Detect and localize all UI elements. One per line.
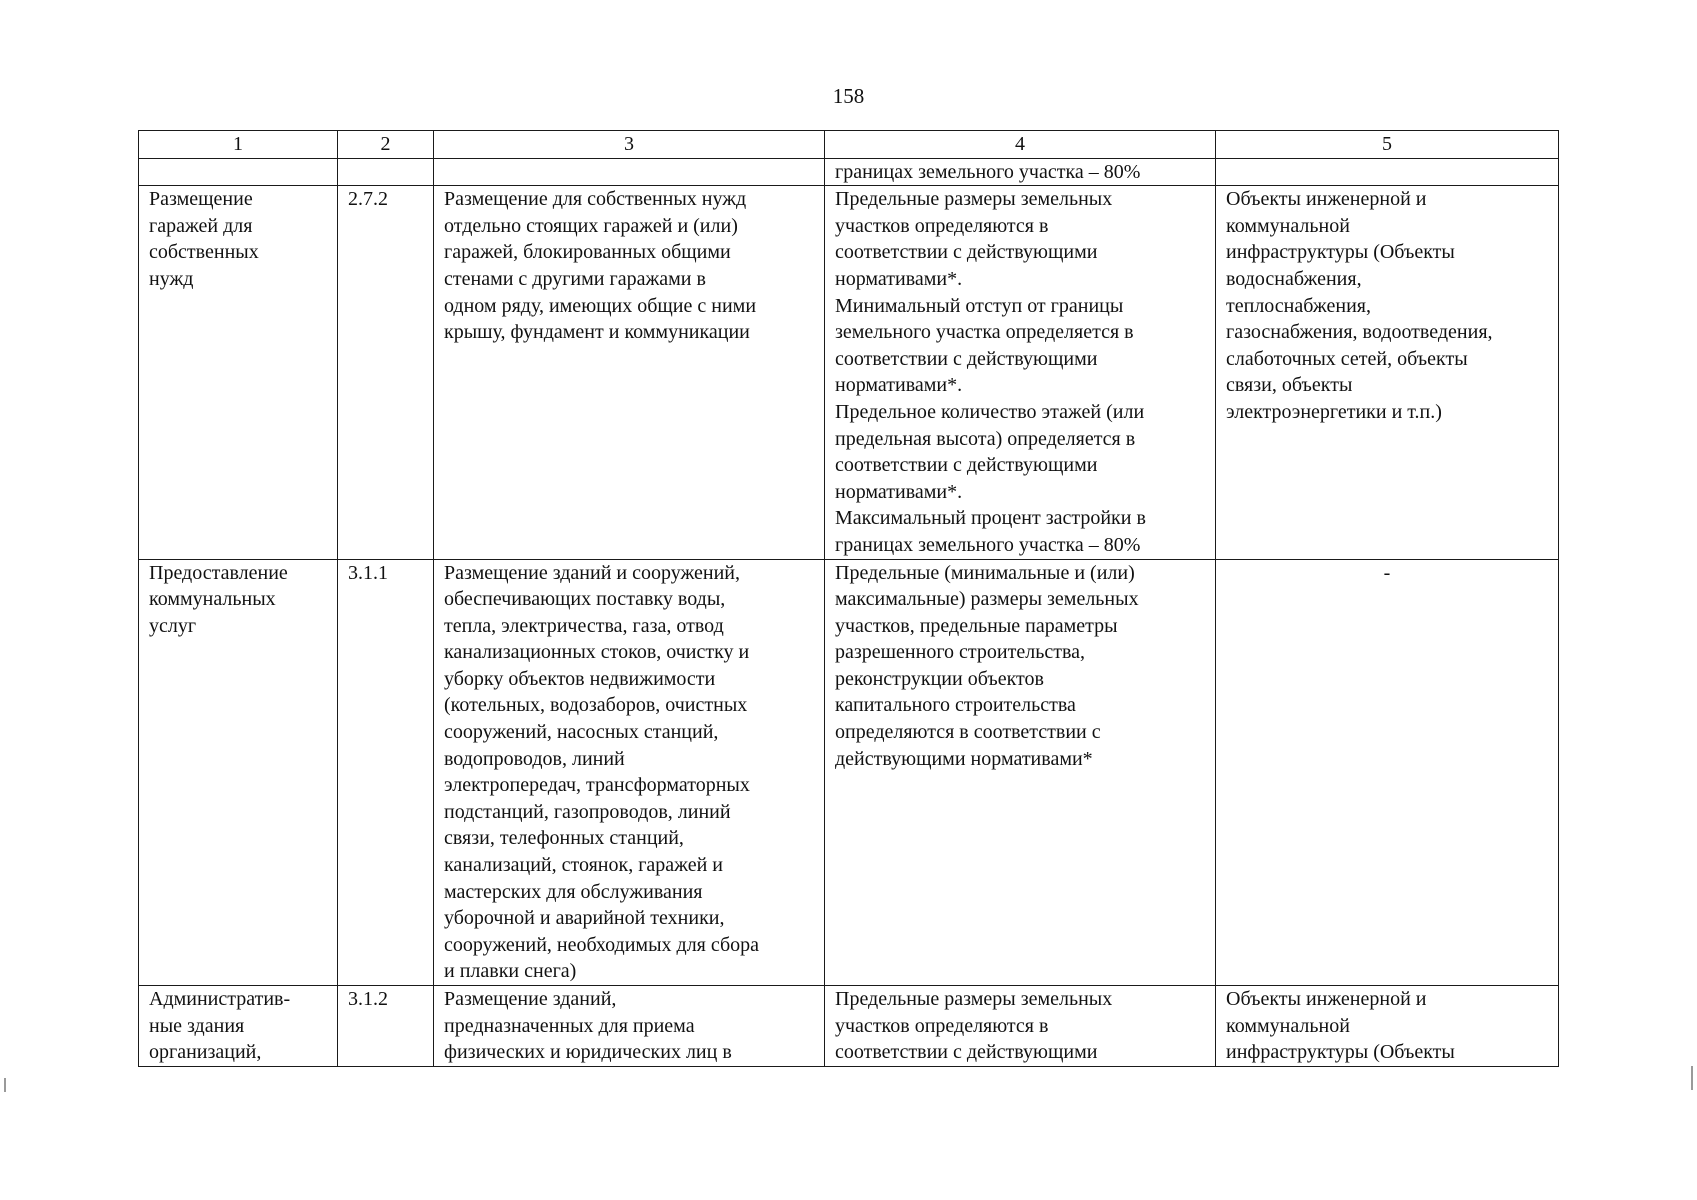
cell-description: Размещение для собственных нужд отдельно стоящих гаражей и (или) гаражей, блокированных общими стенами с другими гаражами в одном ряду, имеющих общие с ними крышу, фундамент и коммуникации xyxy=(434,186,825,559)
cell-empty xyxy=(434,158,825,186)
cell-parameters: Предельные размеры земельных участков определяются в соответствии с действующими нормативами*. Минимальный отступ от границы земельного участка определяется в соответствии с действующими нормативами*. Предельное количество этажей (или предельная высота) определяется в соответствии с действующими нормативами*. Максимальный процент застройки в границах земельного участка – 80% xyxy=(825,186,1216,559)
table-row xyxy=(139,986,1559,1067)
cell-code: 3.1.1 xyxy=(338,559,434,986)
cell-parameters: границах земельного участка – 80% xyxy=(825,158,1216,186)
table-row xyxy=(139,186,1559,559)
scan-edge-mark-left xyxy=(4,1078,6,1092)
cell-infrastructure: Объекты инженерной и коммунальной инфраструктуры (Объекты xyxy=(1216,986,1559,1067)
cell-description: Размещение зданий, предназначенных для приема физических и юридических лиц в xyxy=(434,986,825,1067)
column-number-1: 1 xyxy=(139,131,338,159)
cell-use-type: Размещение гаражей для собственных нужд xyxy=(139,186,338,559)
page-number: 158 xyxy=(832,84,865,108)
cell-code: 2.7.2 xyxy=(338,186,434,559)
cell-use-type: Административ- ные здания организаций, xyxy=(139,986,338,1067)
cell-code: 3.1.2 xyxy=(338,986,434,1067)
column-number-3: 3 xyxy=(434,131,825,159)
land-use-table xyxy=(138,130,1559,1067)
cell-empty xyxy=(139,158,338,186)
column-number-4: 4 xyxy=(825,131,1216,159)
column-number-2: 2 xyxy=(338,131,434,159)
scan-edge-mark-right xyxy=(1691,1066,1693,1090)
cell-empty xyxy=(1216,158,1559,186)
cell-empty xyxy=(338,158,434,186)
cell-description: Размещение зданий и сооружений, обеспечивающих поставку воды, тепла, электричества, газа, отвод канализационных стоков, очистку и уборку объектов недвижимости (котельных, водозаборов, очистных сооружений, насосных станций, водопроводов, линий электропередач, трансформаторных подстанций, газопроводов, линий связи, телефонных станций, канализаций, стоянок, гаражей и мастерских для обслуживания уборочной и аварийной техники, сооружений, необходимых для сбора и плавки снега) xyxy=(434,559,825,986)
cell-infrastructure: Объекты инженерной и коммунальной инфраструктуры (Объекты водоснабжения, теплоснабжения, газоснабжения, водоотведения, слаботочных сетей, объекты связи, объекты электроэнергетики и т.п.) xyxy=(1216,186,1559,559)
cell-infrastructure: - xyxy=(1216,559,1559,986)
cell-parameters: Предельные размеры земельных участков определяются в соответствии с действующими xyxy=(825,986,1216,1067)
table-row-continued xyxy=(139,158,1559,186)
cell-parameters: Предельные (минимальные и (или) максимальные) размеры земельных участков, предельные параметры разрешенного строительства, реконструкции объектов капитального строительства определяются в соответствии с действующими нормативами* xyxy=(825,559,1216,986)
table-row xyxy=(139,559,1559,986)
column-number-5: 5 xyxy=(1216,131,1559,159)
table-header-row xyxy=(139,131,1559,159)
cell-use-type: Предоставление коммунальных услуг xyxy=(139,559,338,986)
